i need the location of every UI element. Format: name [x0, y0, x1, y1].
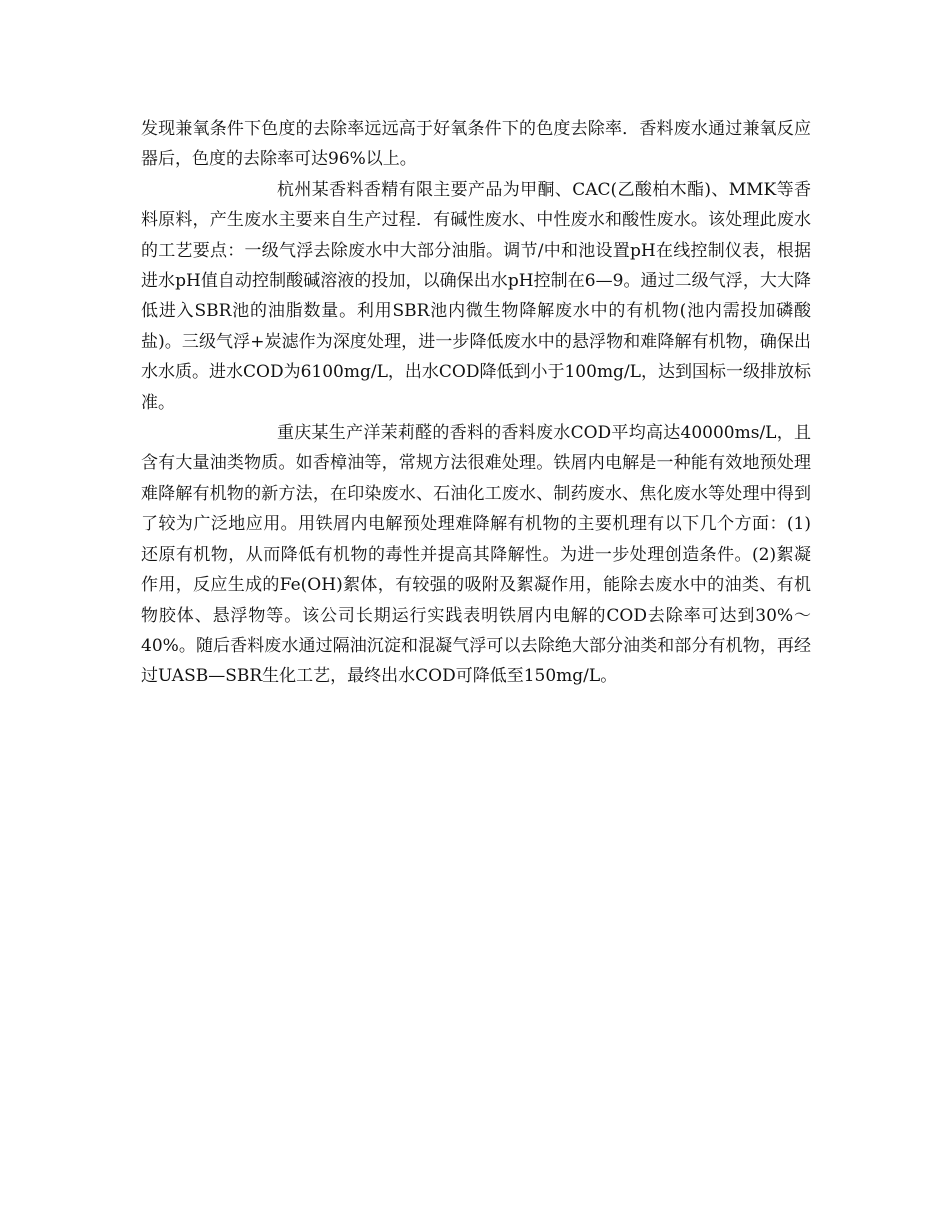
document-body — [141, 114, 811, 692]
paragraph-hangzhou: 杭州某香料香精有限主要产品为甲酮、CAC(乙酸柏木酯)、MMK等香料原料，产生废水主要来自生产过程．有碱性废水、中性废水和酸性废水。该处理此废水的工艺要点：一级气浮去除废水中大部分油脂。调节/中和池设置pH在线控制仪表，根据进水pH值自动控制酸碱溶液的投加，以确保出水pH控制在6—9。通过二级气浮，大大降低进入SBR池的油脂数量。利用SBR池内微生物降解废水中的有机物(池内需投加磷酸盐)。三级气浮+炭滤作为深度处理，进一步降低废水中的悬浮物和难降解有机物，确保出水水质。进水COD为6100mg/L，出水COD降低到小于100mg/L，达到国标一级排放标准。 — [141, 179, 811, 413]
paragraph-continuation: 发现兼氧条件下色度的去除率远远高于好氧条件下的色度去除率．香料废水通过兼氧反应器后，色度的去除率可达96%以上。 — [141, 119, 811, 170]
paragraph-chongqing: 重庆某生产洋茉莉醛的香料的香料废水COD平均高达40000ms/L，且含有大量油类物质。如香樟油等，常规方法很难处理。铁屑内电解是一种能有效地预处理难降解有机物的新方法，在印染废水、石油化工废水、制药废水、焦化废水等处理中得到了较为广泛地应用。用铁屑内电解预处理难降解有机物的主要机理有以下几个方面：(1)还原有机物，从而降低有机物的毒性并提高其降解性。为进一步处理创造条件。(2)絮凝作用，反应生成的Fe(OH)絮体，有较强的吸附及絮凝作用，能除去废水中的油类、有机物胶体、悬浮物等。该公司长期运行实践表明铁屑内电解的COD去除率可达到30%～40%。随后香料废水通过隔油沉淀和混凝气浮可以去除绝大部分油类和部分有机物，再经过UASB—SBR生化工艺，最终出水COD可降低至150mg/L。 — [141, 423, 811, 687]
